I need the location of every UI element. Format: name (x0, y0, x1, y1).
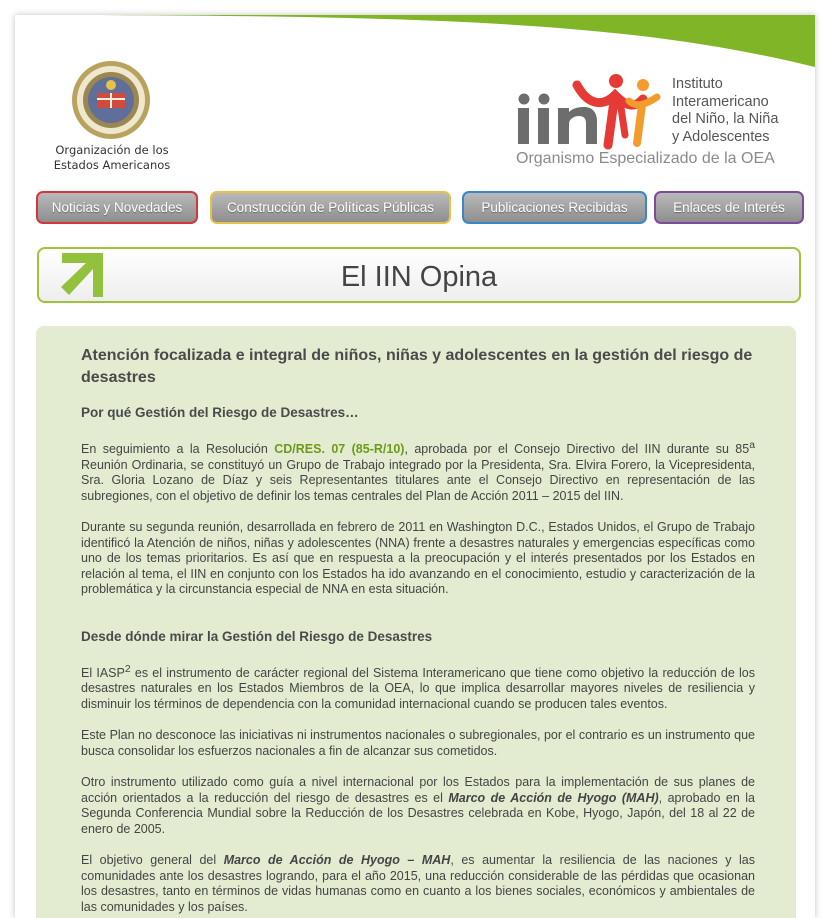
paragraph-6 (81, 853, 755, 915)
paragraph-2: Durante su segunda reunión, desarrollada en febrero de 2011 en Washington D.C., Estados Unidos, el Grupo de Trabajo identificó la Atención de niños, niñas y adolescentes (NNA) frente a desastres naturales y emergencias específicas como uno de los temas prioritarios. Es así que en respuesta a la preocupación y el interés presentados por los Estados en relación al tema, el IIN en conjunto con los Estados ha ido avanzando en el conocimiento, estudio y caracterización de la problemática y la circunstancia especial de NNA en esta situación. (81, 520, 755, 597)
nav-enlaces-button[interactable]: Enlaces de Interés (654, 191, 804, 224)
emphasis: Marco de Acción de Hyogo – MAH (223, 853, 451, 868)
paragraph-3 (81, 662, 755, 713)
iin-name-line: Interamericano (672, 93, 769, 110)
nav-noticias-button[interactable]: Noticias y Novedades (36, 191, 198, 224)
text-span: El objetivo general del (81, 853, 224, 868)
section-heading-2: Desde dónde mirar la Gestión del Riesgo de Desastres (81, 628, 433, 644)
resolution-link[interactable]: CD/RES. 07 (85-R/10) (274, 442, 405, 457)
text-span: Reunión Ordinaria, se constituyó un Grupo de Trabajo integrado por la Presidenta, Sra. Elvira Forero, la Vicepresidenta, Sra. Gloria Lozano de Díaz y seis Representantes titulares ante el Consejo Directivo en representación de las subregiones, con el objetivo de definir los temas centrales del Plan de Acción 2011 – 2015 del IIN. (81, 457, 755, 503)
section-heading-1: Por qué Gestión del Riesgo de Desastres… (81, 405, 359, 420)
article-title: Atención focalizada e integral de niños, niñas y adolescentes en la gestión del riesgo de desastres (81, 347, 753, 386)
emphasis: Marco de Acción de Hyogo (MAH) (448, 790, 659, 805)
oas-name-line2: Estados Americanos (53, 158, 171, 172)
iin-subtitle: Organismo Especializado de la OEA (516, 150, 775, 167)
text-span: , aprobada por el Consejo Directivo del IIN durante su 85 (404, 442, 750, 457)
article-body (81, 345, 755, 915)
superscript: a (749, 440, 756, 451)
text-span: Otro instrumento utilizado como guía a nivel internacional por los Estados para la implementación de sus planes de acción orientados a la reducción del riesgo de desastres es el (81, 775, 755, 805)
iin-logo (513, 71, 671, 151)
paragraph-4: Este Plan no desconoce las iniciativas ni instrumentos nacionales o subregionales, por el contrario es un instrumento que busca consolidar los esfuerzos nacionales a fin de alcanzar sus cometidos. (81, 728, 755, 758)
footnote-ref: 2 (124, 663, 131, 675)
paragraph-1 (81, 438, 755, 504)
section-title: El IIN Opina (340, 261, 498, 293)
text-span: En seguimiento a la Resolución (81, 442, 275, 457)
text-span: , es aumentar la resiliencia de las naciones y las comunidades ante los desastres logrando, para el año 2015, una reducción considerable de las pérdidas que ocasionan los desastres, tanto en términos de vidas humanas como en cuanto a los bienes sociales, económicos y ambientales de las comunidades y los países. (81, 853, 755, 914)
nav-politicas-button[interactable]: Construcción de Políticas Públicas (210, 191, 451, 224)
oas-name (51, 143, 173, 173)
oas-name-line1: Organización de los (55, 143, 169, 157)
text-span: , aprobado en la Segunda Conferencia Mundial sobre la Reducción de los Desastres celebrada en Kobe, Hyogo, Japón, del 18 al 22 de enero de 2005. (81, 790, 755, 836)
iin-name-line: Instituto (672, 76, 723, 92)
section-header (37, 247, 801, 303)
iin-fullname (672, 76, 778, 146)
oas-seal-logo (67, 60, 155, 140)
nav-publicaciones-button[interactable]: Publicaciones Recibidas (462, 191, 647, 224)
text-span: El IASP (81, 665, 125, 680)
iin-name-line: del Niño, la Niña (672, 111, 779, 127)
article-panel (36, 326, 796, 918)
page-frame (15, 15, 815, 918)
paragraph-5 (81, 775, 755, 837)
iin-name-line: y Adolescentes (672, 128, 770, 145)
text-span: es el instrumento de carácter regional del Sistema Interamericano que tiene como objetivo la reducción de los desastres naturales en los Estados Miembros de la OEA, lo que implica desarrollar mayores niveles de resiliencia y disminuir los términos de dependencia con la comunidad internacional cuando se producen tales eventos. (81, 665, 755, 711)
